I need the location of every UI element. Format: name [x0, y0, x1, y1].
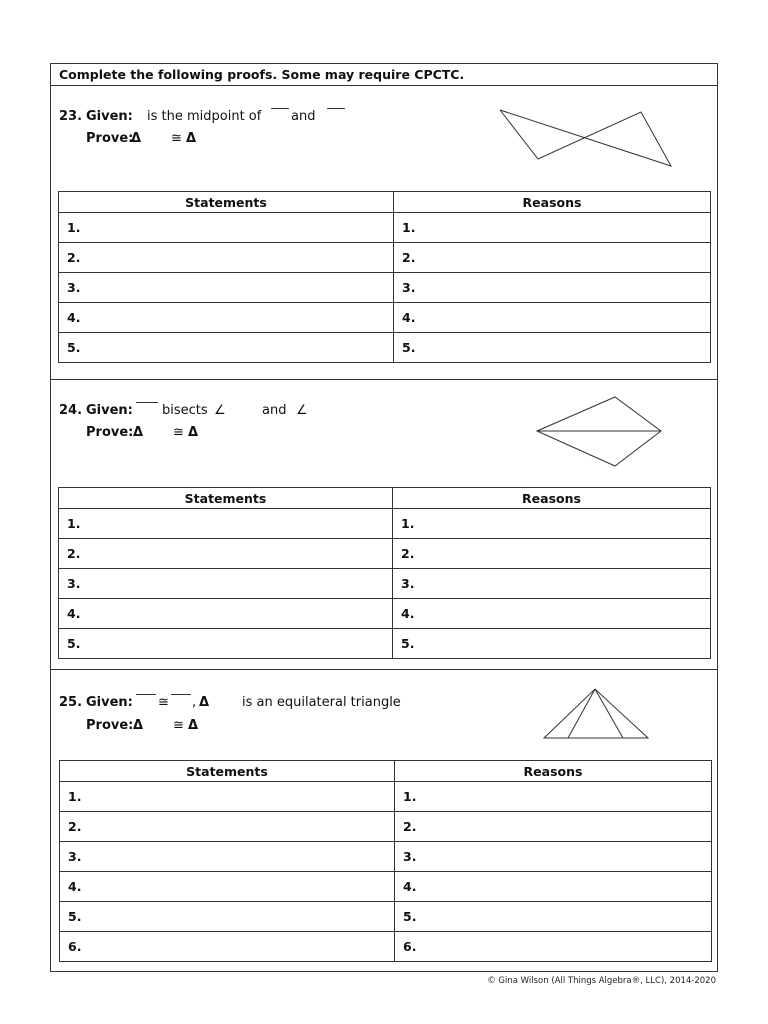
segment-overline: [327, 108, 345, 109]
reason-cell[interactable]: 3.: [393, 569, 711, 599]
congruent-symbol: ≅: [171, 131, 182, 146]
instructions: Complete the following proofs. Some may require CPCTC.: [51, 64, 717, 86]
problem-25-number: 25.: [59, 695, 83, 710]
worksheet: [50, 63, 718, 972]
bowtie-triangles-figure: [496, 104, 676, 169]
reason-cell[interactable]: 5.: [395, 902, 712, 932]
statement-cell[interactable]: 2.: [60, 812, 395, 842]
reason-cell[interactable]: 2.: [393, 539, 711, 569]
reason-cell[interactable]: 5.: [393, 629, 711, 659]
equilateral-triangle-figure: [541, 686, 651, 741]
congruent-symbol: ≅: [173, 718, 184, 733]
reason-cell[interactable]: 3.: [395, 842, 712, 872]
problem-24-given-label: Given:: [86, 403, 133, 418]
statement-cell[interactable]: 4.: [59, 303, 394, 333]
statement-cell[interactable]: 4.: [59, 599, 393, 629]
reason-cell[interactable]: 4.: [395, 872, 712, 902]
reason-cell[interactable]: 2.: [394, 243, 711, 273]
table-row: [59, 569, 711, 599]
triangle-symbol: Δ: [133, 718, 144, 733]
problem-24-and-text: and: [262, 403, 287, 418]
reason-cell[interactable]: 4.: [393, 599, 711, 629]
statement-cell[interactable]: 1.: [60, 782, 395, 812]
statements-header: Statements: [60, 761, 395, 782]
table-row: [59, 599, 711, 629]
table-row: [60, 842, 712, 872]
triangle-symbol: Δ: [199, 695, 210, 710]
reason-cell[interactable]: 1.: [394, 213, 711, 243]
angle-symbol: ∠: [214, 403, 226, 418]
triangle-symbol: Δ: [188, 425, 199, 440]
statement-cell[interactable]: 6.: [60, 932, 395, 962]
statement-cell[interactable]: 1.: [59, 509, 393, 539]
table-row: [59, 213, 711, 243]
triangle-symbol: Δ: [131, 131, 142, 146]
problem-25-given-text: is an equilateral triangle: [242, 695, 401, 710]
reason-cell[interactable]: 5.: [394, 333, 711, 363]
congruent-symbol: ≅: [158, 695, 169, 710]
kite-figure: [533, 394, 668, 469]
proof-table-24: [58, 487, 711, 659]
statement-cell[interactable]: 2.: [59, 243, 394, 273]
table-row: [60, 872, 712, 902]
statements-header: Statements: [59, 488, 393, 509]
table-row: [59, 629, 711, 659]
reason-cell[interactable]: 4.: [394, 303, 711, 333]
problem-23-prove-label: Prove:: [86, 131, 134, 146]
problem-24-bisects-text: bisects: [162, 403, 208, 418]
table-row: [59, 273, 711, 303]
comma: ,: [192, 695, 197, 710]
segment-overline: [171, 694, 191, 695]
segment-overline: [271, 108, 289, 109]
problem-23-number: 23.: [59, 109, 83, 124]
problem-24-prove-label: Prove:: [86, 425, 134, 440]
statement-cell[interactable]: 2.: [59, 539, 393, 569]
statements-header: Statements: [59, 192, 394, 213]
statement-cell[interactable]: 5.: [60, 902, 395, 932]
table-row: [60, 902, 712, 932]
problem-24-number: 24.: [59, 403, 83, 418]
angle-symbol: ∠: [296, 403, 308, 418]
segment-overline: [136, 694, 156, 695]
statement-cell[interactable]: 1.: [59, 213, 394, 243]
triangle-symbol: Δ: [188, 718, 199, 733]
statement-cell[interactable]: 5.: [59, 629, 393, 659]
segment-overline: [136, 402, 158, 403]
reason-cell[interactable]: 2.: [395, 812, 712, 842]
proof-table-25: [59, 760, 712, 962]
problem-25-given-label: Given:: [86, 695, 133, 710]
table-row: [59, 333, 711, 363]
table-row: [60, 782, 712, 812]
statement-cell[interactable]: 3.: [59, 273, 394, 303]
reason-cell[interactable]: 1.: [395, 782, 712, 812]
proof-table-23: [58, 191, 711, 363]
reasons-header: Reasons: [393, 488, 711, 509]
triangle-symbol: Δ: [133, 425, 144, 440]
reason-cell[interactable]: 6.: [395, 932, 712, 962]
triangle-symbol: Δ: [186, 131, 197, 146]
statement-cell[interactable]: 4.: [60, 872, 395, 902]
problem-23-given-label: Given:: [86, 109, 133, 124]
table-row: [59, 509, 711, 539]
reason-cell[interactable]: 1.: [393, 509, 711, 539]
reason-cell[interactable]: 3.: [394, 273, 711, 303]
problem-23-given-text: is the midpoint of: [147, 109, 262, 124]
section-divider: [51, 669, 717, 670]
table-row: [59, 303, 711, 333]
table-row: [60, 932, 712, 962]
congruent-symbol: ≅: [173, 425, 184, 440]
statement-cell[interactable]: 3.: [59, 569, 393, 599]
reasons-header: Reasons: [394, 192, 711, 213]
table-row: [59, 243, 711, 273]
problem-25-prove-label: Prove:: [86, 718, 134, 733]
table-row: [60, 812, 712, 842]
section-divider: [51, 379, 717, 380]
reasons-header: Reasons: [395, 761, 712, 782]
statement-cell[interactable]: 3.: [60, 842, 395, 872]
problem-23-and-text: and: [291, 109, 316, 124]
table-row: [59, 539, 711, 569]
statement-cell[interactable]: 5.: [59, 333, 394, 363]
copyright-footer: © Gina Wilson (All Things Algebra®, LLC), 2014-2020: [487, 976, 716, 986]
